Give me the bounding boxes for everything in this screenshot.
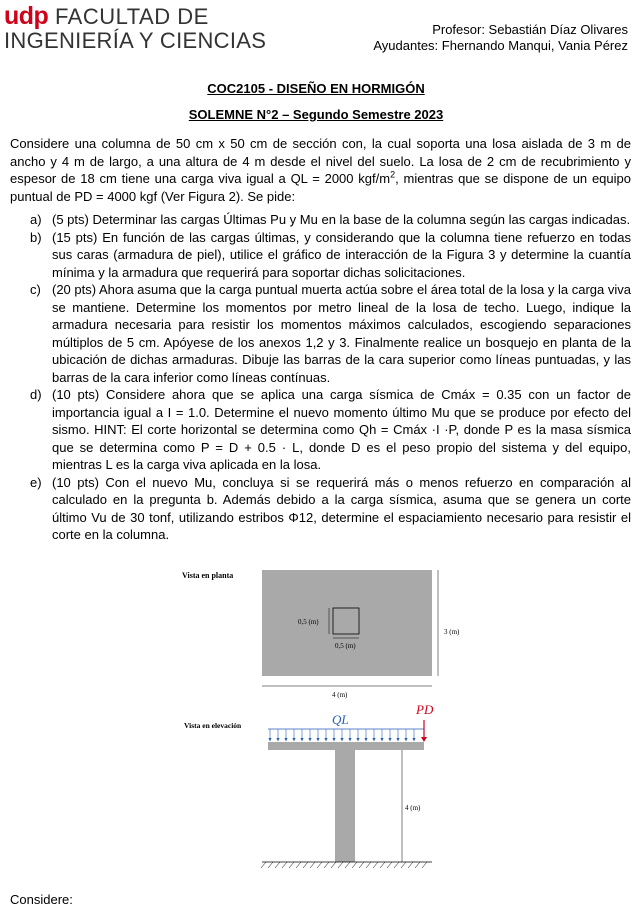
- footer-considere: Considere:: [10, 892, 73, 907]
- live-load-arrows: [268, 729, 415, 742]
- figure-2: [176, 562, 476, 880]
- slab-width-label: 3 (m): [444, 628, 460, 636]
- course-title: COC2105 - DISEÑO EN HORMIGÓN: [207, 81, 425, 96]
- elevation-view-label: Vista en elevación: [184, 721, 242, 730]
- faculty-logo: [4, 4, 266, 52]
- point-load-label: PD: [416, 702, 434, 717]
- assistants-line: Ayudantes: Fhernando Manqui, Vania Pérez: [373, 38, 628, 53]
- column-elevation: [335, 750, 355, 862]
- professor-line: Profesor: Sebastián Díaz Olivares: [432, 22, 628, 37]
- exam-title: SOLEMNE N°2 – Segundo Semestre 2023: [188, 107, 444, 122]
- question-c: c) (20 pts) Ahora asuma que la carga puntual muerta actúa sobre el área total de la losa y la carga viva se mantiene. Determine los momentos por metro lineal de la losa de techo. Luego, indique la armadura necesaria para resistir los momentos máximos calculados, escogiendo separaciones múltiplos de 5 cm. Apóyese de los anexos 1,2 y 3. Finalmente realice un bosquejo en planta de la ubicación de dichas armaduras. Dibuje las barras de la cara superior como líneas puntuadas, y las barras de la cara inferior como líneas contínuas.: [30, 282, 631, 385]
- question-e: e) (10 pts) Con el nuevo Mu, concluya si se requerirá más o menos refuerzo en comparación al calculado en la pregunta b. Además debido a la carga sísmica, asuma que se genera un corte último Vu de 30 tonf, utilizando estribos Φ12, determine el espaciamiento necesario para resistir el corte en la columna.: [30, 474, 631, 542]
- column-dim-horizontal: 0,5 (m): [335, 642, 356, 650]
- slab-plan: [262, 570, 432, 676]
- logo-line-2: INGENIERÍA Y CIENCIAS: [4, 28, 267, 53]
- staff-block: [373, 22, 628, 54]
- slab-length-label: 4 (m): [332, 691, 348, 699]
- question-list: [10, 211, 631, 544]
- udp-logo-mark: udp: [4, 2, 49, 30]
- question-a: a) (5 pts) Determinar las cargas Últimas Pu y Mu en la base de la columna según las cargas indicadas.: [30, 212, 631, 227]
- column-height-label: 4 (m): [405, 804, 421, 812]
- question-d: d) (10 pts) Considere ahora que se aplica una carga sísmica de Cmáx = 0.35 con un factor de importancia igual a I = 1.0. Determine el nuevo momento último Mu que se produce por efecto del sismo. HINT: El corte horizontal se determina como Qh = Cmáx ·I ·P, donde P es la masa sísmica que se determina como P = D + 0.5 · L, donde D es el peso propio del sistema y del equipo, mientras L es la carga viva aplicada en la losa.: [30, 387, 631, 472]
- question-b: b) (15 pts) En función de las cargas últimas, y considerando que la columna tiene refuerzo en todas sus caras (armadura de piel), utilice el gráfico de interacción de la Figura 3 y determine la cuantía mínima y la armadura que requerirá para soportar dichas solicitaciones.: [30, 229, 631, 280]
- slab-elevation: [268, 742, 424, 750]
- plan-view-label: Vista en planta: [182, 571, 234, 580]
- column-dim-vertical: 0,5 (m): [298, 618, 319, 626]
- live-load-label: QL: [332, 712, 349, 727]
- ground-hatch: [261, 862, 427, 868]
- logo-line-1: FACULTAD DE: [54, 4, 209, 29]
- problem-statement: Considere una columna de 50 cm x 50 cm de sección con, la cual soporta una losa aislada de 3 m de ancho y 4 m de largo, a una altura de 4 m desde el nivel del suelo. La losa de 2 cm de recubrimiento y espesor de 18 cm tiene una carga viva igual a QL = 2000 kgf/$m^2$, mientras que se dispone de un equipo puntual de PD = 4000 kgf (Ver Figura 2). Se pide:: [10, 136, 631, 204]
